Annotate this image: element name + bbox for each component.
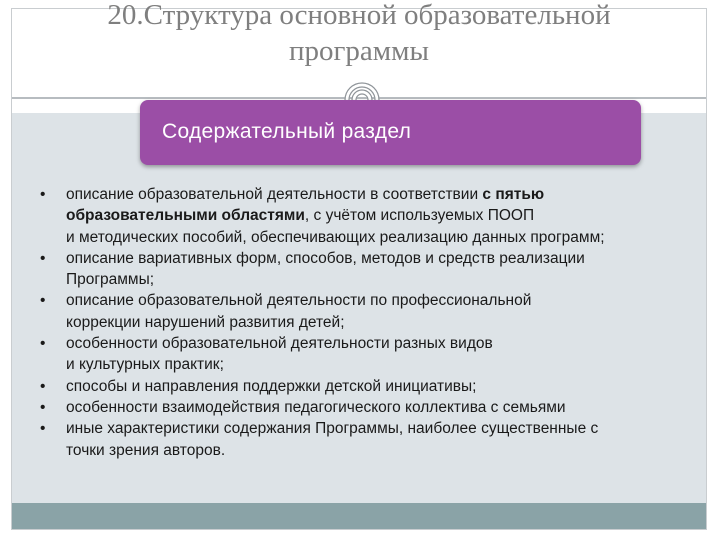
bullet-item: • способы и направления поддержки детской инициативы; [28,376,703,397]
bottom-bar [12,503,706,529]
bullet-marker: • [40,186,46,203]
bullet-item: • иные характеристики содержания Программы, наиболее существенные с точки зрения авторов. [40,420,599,459]
bullet-item: • описание образовательной деятельности по профессиональной коррекции нарушений развития детей; [40,292,532,331]
section-header-label: Содержательный раздел [162,120,412,143]
bullet-marker: • [40,377,46,395]
bullet-item: • описание образовательной деятельности в соответствии с пятью образовательными областями, с учётом используемых ПООП и методических пособий, обеспечивающих реализацию данных программ; [40,186,605,246]
bullet-marker: • [40,335,46,353]
bullet-marker: • [40,398,46,416]
bullet-item: • описание вариативных форм, способов, методов и средств реализации Программы; [40,249,585,289]
bullet-item: • особенности образовательной деятельности разных видов и культурных практик; [40,335,493,374]
slide-title-line2: программы [289,35,429,67]
bullet-marker: • [40,249,46,267]
slide-title-line1: 20.Структура основной образовательной [107,0,611,31]
section-header [140,100,641,165]
bullet-marker: • [40,292,46,310]
bullet-marker: • [40,420,46,438]
slide-title [12,0,706,69]
bullet-item: • особенности взаимодействия педагогического коллектива с семьями [28,397,703,418]
bullet-list [28,184,703,461]
